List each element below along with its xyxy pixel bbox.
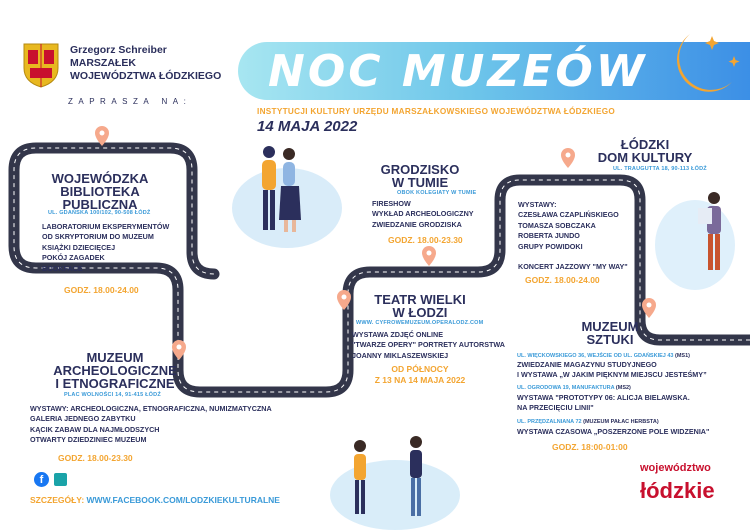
museum-arch-address: PLAC WOLNOŚCI 14, 91-415 ŁÓDŹ: [64, 392, 161, 398]
dom-kultury-hours: GODZ. 18.00-24.00: [525, 275, 600, 285]
location-pin-icon: [642, 298, 656, 318]
library-activities: LABORATORIUM EKSPERYMENTÓW OD SKRYPTORIUM DO MUZEUM KSIĄŻKI DZIECIĘCEJ POKÓJ ZAGADEK BOOKFACE: [42, 222, 170, 273]
grodzisko-hours: GODZ. 18.00-23.30: [388, 235, 463, 245]
dom-kultury-address: UL. TRAUGUTTA 18, 90-113 ŁÓDŹ: [613, 166, 707, 172]
museum-art-hours: GODZ. 18:00-01:00: [552, 442, 628, 452]
voivodeship-crest: [22, 42, 60, 88]
teatr-title: TEATR WIELKI W ŁODZI: [374, 292, 466, 320]
museum-arch-activities: WYSTAWY: ARCHEOLOGICZNA, ETNOGRAFICZNA, NUMIZMATYCZNA GALERIA JEDNEGO ZABYTKU KĄCIK ZABAW DLA NAJMŁODSZYCH OTWARTY DZIEDZINIEC MUZEUM: [30, 404, 272, 445]
museum-art-activity-3: WYSTAWA CZASOWA „POSZERZONE POLE WIDZENIA": [517, 427, 710, 436]
marshal-name: Grzegorz Schreiber: [70, 44, 167, 56]
museum-art-address-3: UL. PRZĘDZALNIANA 72 (MUZEUM PAŁAC HERBSTA): [517, 419, 659, 425]
details-line: SZCZEGÓŁY: WWW.FACEBOOK.COM/LODZKIEKULTURALNE: [30, 495, 280, 505]
library-hours: GODZ. 18.00-24.00: [64, 285, 139, 295]
teatr-hours: OD PÓŁNOCY Z 13 NA 14 MAJA 2022: [374, 364, 466, 385]
grodzisko-title: GRODZISKO W TUMIE: [380, 162, 460, 190]
event-date: 14 MAJA 2022: [257, 118, 358, 135]
museum-art-address-1: UL. WIĘCKOWSKIEGO 36, WEJŚCIE OD UL. GDAŃSKIEJ 43 (MS1): [517, 353, 690, 359]
invite-text: ZAPRASZA NA:: [68, 97, 192, 106]
tourists-illustration: [340, 432, 450, 527]
grodzisko-address: OBOK KOLEGIATY W TUMIE: [397, 190, 477, 196]
brand-logo: łódzkie: [640, 478, 715, 503]
museum-art-activity-2: WYSTAWA "PROTOTYPY 06: ALICJA BIELAWSKA. NA PRZECIĘCIU LINII": [517, 393, 690, 412]
brand-top: województwo: [640, 462, 711, 474]
dom-kultury-concert: KONCERT JAZZOWY "MY WAY": [518, 262, 628, 271]
couple-illustration: [245, 140, 315, 240]
teatr-address: WWW. CYFROWEMUZEUM.OPERALODZ.COM: [356, 320, 484, 326]
museum-art-address-2: UL. OGRODOWA 19, MANUFAKTURA (MS2): [517, 385, 631, 391]
reader-illustration: [690, 188, 740, 278]
moon-icon: [650, 26, 746, 106]
dom-kultury-title: ŁÓDZKI DOM KULTURY: [597, 137, 693, 165]
location-pin-icon: [337, 290, 351, 310]
marshal-region: WOJEWÓDZTWA ŁÓDZKIEGO: [70, 70, 222, 82]
event-title: NOC MUZEÓW: [268, 46, 648, 97]
museum-art-activity-1: ZWIEDZANIE MAGAZYNU STUDYJNEGO I WYSTAWA „W JAKIM PIĘKNYM MIEJSCU JESTEŚMY”: [517, 360, 707, 379]
museum-arch-hours: GODZ. 18.00-23.30: [58, 453, 133, 463]
location-pin-icon: [95, 126, 109, 146]
partner-logo-icon: [54, 473, 67, 486]
facebook-link[interactable]: WWW.FACEBOOK.COM/LODZKIEKULTURALNE: [86, 495, 280, 505]
library-title: WOJEWÓDZKA BIBLIOTEKA PUBLICZNA: [51, 171, 149, 212]
marshal-role: MARSZAŁEK: [70, 57, 136, 69]
location-pin-icon: [422, 246, 436, 266]
museum-arch-title: MUZEUM ARCHEOLOGICZNE I ETNOGRAFICZNE: [53, 350, 177, 391]
museum-art-title: MUZEUM SZTUKI: [581, 319, 639, 347]
grodzisko-activities: FIRESHOW WYKŁAD ARCHEOLOGICZNY ZWIEDZANIE GRODZISKA: [372, 199, 474, 229]
event-subtitle: INSTYTUCJI KULTURY URZĘDU MARSZAŁKOWSKIEGO WOJEWÓDZTWA ŁÓDZKIEGO: [257, 107, 616, 116]
dom-kultury-activities: WYSTAWY: CZESŁAWA CZAPLIŃSKIEGO TOMASZA SOBCZAKA ROBERTA JUNDO GRUPY POWIDOKI: [518, 200, 619, 251]
facebook-icon[interactable]: f: [34, 472, 49, 487]
library-address: UL. GDAŃSKA 100/102, 90-508 ŁÓDŹ: [48, 210, 151, 216]
location-pin-icon: [561, 148, 575, 168]
teatr-activities: WYSTAWA ZDJĘĆ ONLINE "TWARZE OPERY" PORTRETY AUTORSTWA JOANNY MIKLASZEWSKIEJ: [352, 330, 505, 360]
